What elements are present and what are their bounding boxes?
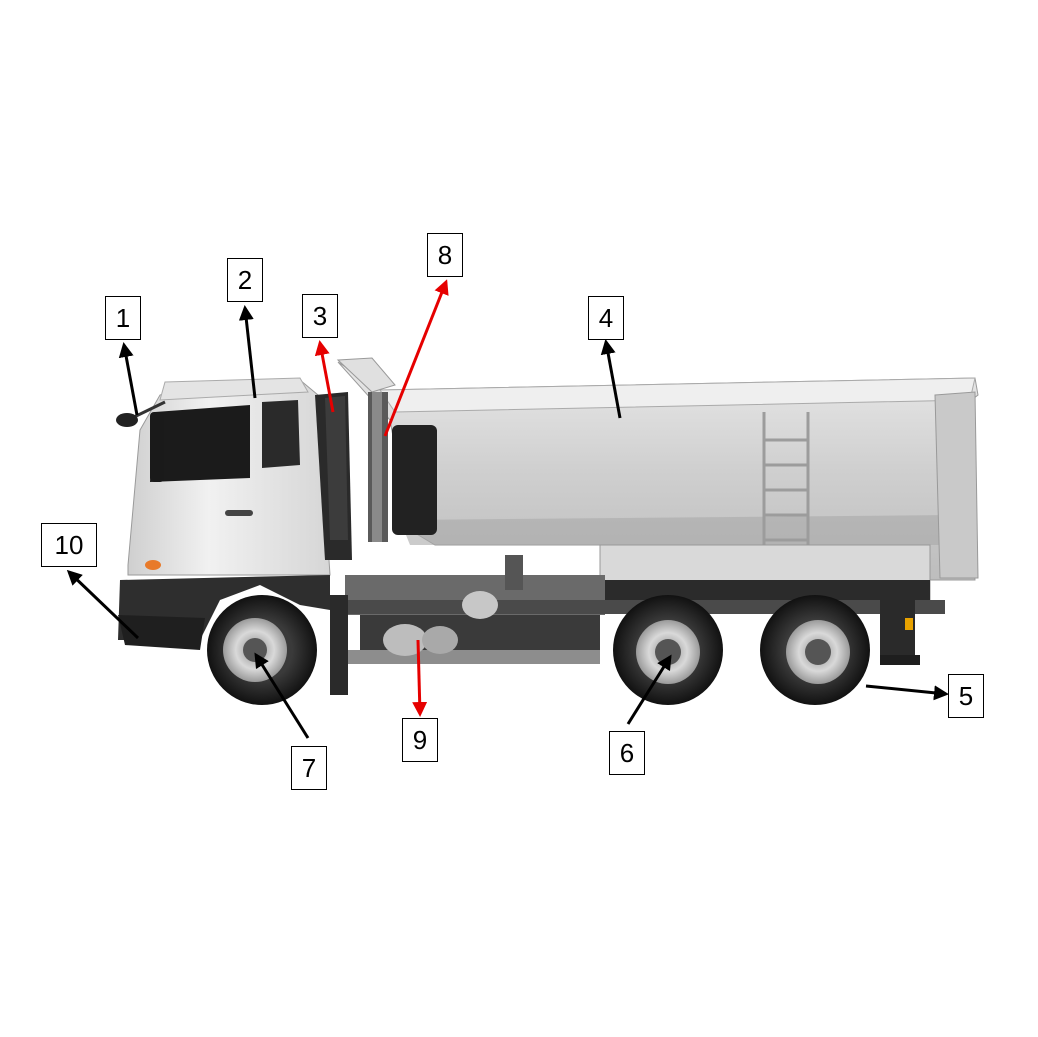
front-wheel — [207, 595, 317, 705]
label-8: 8 — [427, 233, 463, 277]
arrow-5 — [866, 686, 946, 694]
arrow-1 — [124, 345, 137, 415]
label-1: 1 — [105, 296, 141, 340]
label-9: 9 — [402, 718, 438, 762]
label-3: 3 — [302, 294, 338, 338]
side-platform — [600, 545, 930, 605]
label-4: 4 — [588, 296, 624, 340]
rear-wheel-1 — [613, 595, 723, 705]
label-10: 10 — [41, 523, 97, 567]
mud-flap — [330, 595, 348, 695]
label-2: 2 — [227, 258, 263, 302]
rear-wheel-2 — [760, 595, 870, 705]
label-6: 6 — [609, 731, 645, 775]
arrow-9 — [418, 640, 420, 714]
label-7: 7 — [291, 746, 327, 790]
label-5: 5 — [948, 674, 984, 718]
